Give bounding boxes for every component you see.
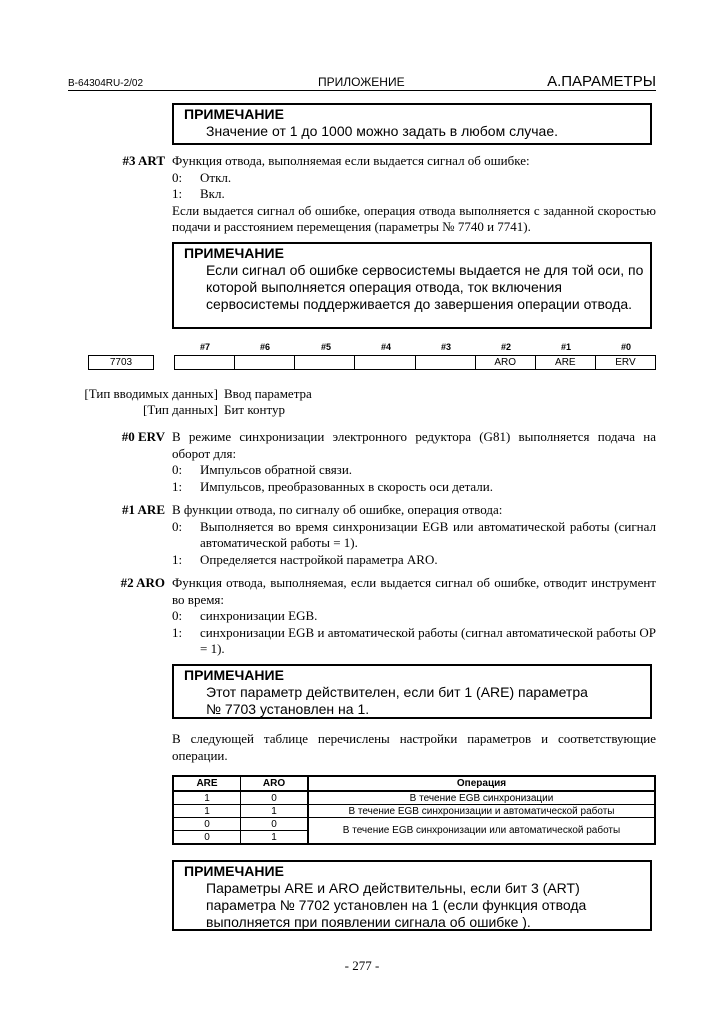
operations-table <box>172 775 656 845</box>
option-value: Откл. <box>200 169 232 185</box>
bit-header: #6 <box>259 342 270 352</box>
table-row <box>173 805 655 818</box>
bit-header: #3 <box>440 342 451 352</box>
cell: В течение EGB синхронизации <box>308 791 655 805</box>
note-title: ПРИМЕЧАНИЕ <box>184 245 284 261</box>
note-box <box>172 860 652 931</box>
bit-header: #5 <box>320 342 331 352</box>
bit-cell: ARO <box>475 356 535 370</box>
cell: 0 <box>241 791 309 805</box>
doc-id: B-64304RU-2/02 <box>68 78 144 89</box>
option-item <box>172 462 656 479</box>
cell: 1 <box>173 805 241 818</box>
note-body: Параметры ARE и ARO действительны, если бит 3 (ART) параметра № 7702 установлен на 1 (если функция отвода выполняется при появлении сигнала об ошибке ). <box>206 880 587 930</box>
are-description <box>172 502 656 568</box>
data-type-label: [Тип данных] <box>143 402 218 417</box>
cell: 1 <box>241 805 309 818</box>
option-key: 1: <box>172 478 183 494</box>
note-box <box>172 103 652 145</box>
note-body: Значение от 1 до 1000 можно задать в любом случае. <box>206 123 559 139</box>
option-key: 1: <box>172 186 183 201</box>
option-key: 1: <box>172 551 183 567</box>
cell: 0 <box>173 818 241 831</box>
option-value: Импульсов, преобразованных в скорость оси детали. <box>200 478 494 494</box>
param-number-box <box>88 355 154 370</box>
table-row <box>173 791 655 805</box>
bit-cell: ARE <box>535 356 595 370</box>
option-item <box>172 625 656 658</box>
desc-text: В режиме синхронизации электронного редуктора (G81) выполняется подача на оборот для: <box>172 429 656 461</box>
bit-headers <box>0 342 724 354</box>
option-key: 0: <box>172 462 183 477</box>
data-type-value: Бит контур <box>224 402 285 417</box>
bit-cell: ERV <box>595 356 655 370</box>
erv-description <box>172 429 656 495</box>
column-header: Операция <box>308 776 655 791</box>
cell: 0 <box>241 818 309 831</box>
bit-header: #4 <box>380 342 391 352</box>
cell: 1 <box>241 831 309 845</box>
bit-header: #2 <box>500 342 511 352</box>
option-value: Вкл. <box>200 186 225 201</box>
bit-label-aro: #2 ARO <box>120 575 165 590</box>
option-item <box>172 186 656 203</box>
table-intro: В следующей таблице перечислены настройки параметров и соответствующие операции. <box>172 731 656 763</box>
option-value: синхронизации EGB. <box>200 608 318 623</box>
bit-table <box>174 355 656 370</box>
param-number: 7703 <box>89 356 154 370</box>
note-title: ПРИМЕЧАНИЕ <box>184 106 284 122</box>
option-item <box>172 552 656 569</box>
option-key: 0: <box>172 518 183 534</box>
note-box <box>172 242 652 329</box>
cell: В течение EGB синхронизации и автоматической работы <box>308 805 655 818</box>
note-body: Если сигнал об ошибке сервосистемы выдается не для той оси, по которой выполняется операция отвода, ток включения сервосистемы поддерживается до завершения операции отвода. <box>206 262 644 312</box>
input-type-label: [Тип вводимых данных] <box>84 386 218 401</box>
table-row <box>173 818 655 831</box>
desc-text: Функция отвода, выполняемая, если выдается сигнал об ошибке, отводит инструмент во время: <box>172 575 656 607</box>
bit-label-erv: #0 ERV <box>121 429 165 444</box>
page-header <box>68 73 656 91</box>
cell: 0 <box>173 831 241 845</box>
page-number: - 277 - <box>344 958 380 973</box>
bit-header: #0 <box>620 342 631 352</box>
input-type-value: Ввод параметра <box>224 386 312 401</box>
option-value: Импульсов обратной связи. <box>200 462 353 477</box>
bit-header: #7 <box>199 342 210 352</box>
chapter-title: A.ПАРАМЕТРЫ <box>547 73 656 90</box>
column-header: ARE <box>173 776 241 791</box>
cell: 1 <box>173 791 241 805</box>
desc-text: В функции отвода, по сигналу об ошибке, операция отвода: <box>172 502 503 517</box>
cell: В течение EGB синхронизации или автоматической работы <box>308 818 655 845</box>
note-body: Этот параметр действителен, если бит 1 (ARE) параметра № 7703 установлен на 1. <box>206 684 588 717</box>
section-title: ПРИЛОЖЕНИЕ <box>318 75 405 89</box>
option-value: Определяется настройкой параметра ARO. <box>200 551 438 567</box>
bit-cell <box>295 356 355 370</box>
option-value: синхронизации EGB и автоматической работы (сигнал автоматической работы OP = 1). <box>200 624 656 656</box>
bit-cell <box>355 356 415 370</box>
bit-label-art: #3 ART <box>122 153 165 168</box>
bit-cell <box>235 356 295 370</box>
note-box <box>172 664 652 719</box>
option-value: Выполняется во время синхронизации EGB или автоматической работы (сигнал автоматической работы = 1). <box>200 518 656 550</box>
option-key: 0: <box>172 608 183 623</box>
note-title: ПРИМЕЧАНИЕ <box>184 863 284 879</box>
column-header: ARO <box>241 776 309 791</box>
art-description <box>172 153 656 236</box>
desc-text: Функция отвода, выполняемая если выдается сигнал об ошибке: <box>172 153 530 168</box>
bit-cell <box>175 356 235 370</box>
aro-description <box>172 575 656 658</box>
option-item <box>172 608 656 625</box>
option-item <box>172 479 656 496</box>
note-title: ПРИМЕЧАНИЕ <box>184 667 284 683</box>
option-key: 0: <box>172 169 183 185</box>
bit-label-are: #1 ARE <box>122 502 165 517</box>
option-item <box>172 519 656 552</box>
bit-header: #1 <box>560 342 571 352</box>
option-item <box>172 170 656 187</box>
bit-cell <box>415 356 475 370</box>
option-key: 1: <box>172 624 183 640</box>
extra-text: Если выдается сигнал об ошибке, операция отвода выполняется с заданной скоростью подачи и расстоянием перемещения (параметры № 7740 и 7741). <box>172 202 656 234</box>
